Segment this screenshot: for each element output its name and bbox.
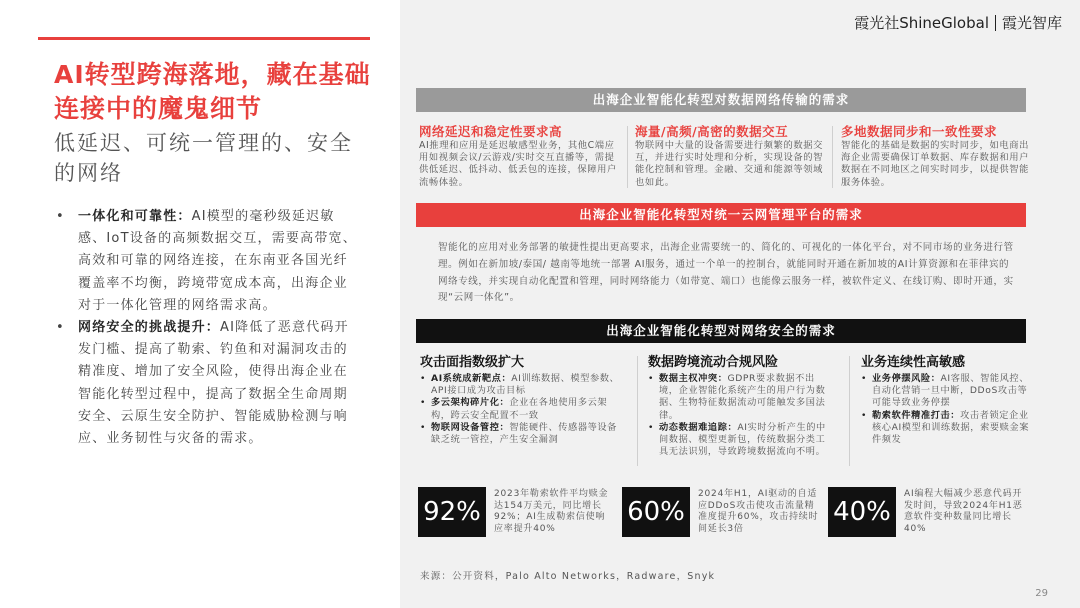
security-item [861,410,1033,447]
stat-card [622,487,820,537]
requirement-text: 智能化的基础是数据的实时同步，如电商出海企业需要确保订单数据、库存数据和用户数据在不同地区之间实时同步，以提供智能服务体验。 [841,140,1030,188]
security-item [420,397,620,421]
source-note: 来源：公开资料，Palo Alto Networks，Radware，Snyk [420,571,716,582]
brand-name-think-tank: 霞光智库 [1001,14,1062,32]
column-divider [637,356,638,466]
security-column-title: 业务连续性高敏感 [861,355,966,370]
security-column [420,354,620,446]
requirement-text: AI推理和应用是延迟敏感型业务，其他C端应用如视频会议/云游戏/实时交互直播等，需提供低延迟、低抖动、低丢包的连接，保障用户流畅体验。 [419,140,617,188]
section-header-network-security: 出海企业智能化转型对网络安全的需求 [416,319,1026,343]
security-item-text: AI实时分析产生的中间数据、模型更新包，传统数据分类工具无法识别，导致跨境数据流向不明。 [659,421,826,458]
stat-card [418,487,611,537]
security-column-title: 攻击面指数级扩大 [420,355,525,370]
key-point-heading: 网络安全的挑战提升： [78,320,221,336]
brand-name-shineglobal: 霞光社ShineGlobal [854,14,989,32]
key-point [56,206,361,317]
security-item [420,373,620,397]
column-divider [627,126,628,188]
key-point-heading: 一体化和可靠性： [78,209,192,224]
page-title: AI转型跨海落地，藏在基础连接中的魔鬼细节 [54,60,371,123]
bullet-dot-icon: • [420,421,427,433]
key-point-text: AI模型的毫秒级延迟敏感、IoT设备的高频数据交互，需要高带宽、高效和可靠的网络连接，在东南亚各国光纤覆盖率不均衡，跨境带宽成本高，出海企业对于一体化管理的网络需求高。 [78,209,357,313]
security-item-heading: 物联网设备管控： [431,421,510,433]
security-item-heading: 勒索软件精准打击： [872,409,961,421]
security-item-text: AI训练数据、模型参数、API接口成为攻击目标 [431,373,620,397]
security-item-text: AI客服、智能风控、自动化营销一旦中断，DDoS攻击等可能导致业务停摆 [872,373,1030,409]
security-item-text: 企业在各地使用多云架构，跨云安全配置不一致 [431,397,608,421]
requirement-column [841,124,1031,189]
page-subtitle: 低延迟、可统一管理的、安全的网络 [54,131,353,185]
stat-description: AI编程大幅减少恶意代码开发时间，导致2024年H1恶意软件变种数量同比增长40% [904,489,1023,534]
requirement-title: 海量/高频/高密的数据交互 [635,124,789,139]
requirement-title: 网络延迟和稳定性要求高 [419,124,563,139]
security-item-text: GDPR要求数据不出境，企业智能化系统产生的用户行为数据、生物特征数据流动可能触发多国法律。 [659,373,826,421]
security-item [861,373,1033,410]
bullet-dot-icon: • [648,421,655,433]
requirement-column [635,124,825,189]
key-point-text: AI降低了恶意代码开发门槛、提高了勒索、钓鱼和对漏洞攻击的精准度、增加了安全风险，使得出海企业在智能化转型过程中，提高了数据全生命周期安全、云原生安全防护、智能威胁检测与响应、业务韧性与灾备的需求。 [78,320,349,447]
stat-value: 40% [828,487,896,537]
security-column [648,354,833,458]
requirement-title: 多地数据同步和一致性要求 [841,124,998,139]
security-item-heading: AI系统成新靶点： [431,373,512,384]
security-item-heading: 动态数据难追踪： [659,421,738,433]
stat-card [828,487,1026,537]
stat-description: 2023年勒索软件平均赎金达154万美元，同比增长92%；AI生成勒索信使响应率提升40% [494,489,609,534]
stat-value: 60% [622,487,690,537]
page-number: 29 [1035,588,1048,599]
stat-value: 92% [418,487,486,537]
column-divider [849,356,850,466]
key-point [56,317,361,450]
security-item-heading: 多云架构碎片化： [431,397,510,409]
stat-description: 2024年H1，AI驱动的自适应DDoS攻击使攻击流量精准度提升60%，攻击持续时间延长3倍 [698,489,819,534]
section-header-data-transmission: 出海企业智能化转型对数据网络传输的需求 [416,88,1026,112]
security-column [861,354,1033,446]
bullet-dot-icon: • [56,320,65,336]
security-item-heading: 业务停摆风险： [872,373,941,384]
bullet-dot-icon: • [420,373,427,384]
section-header-cloud-network: 出海企业智能化转型对统一云网管理平台的需求 [416,203,1026,227]
security-item-text: 攻击者锁定企业核心AI模型和训练数据，索要赎金案件频发 [872,409,1030,446]
security-item [648,373,833,422]
security-item [420,422,620,446]
key-points-list [56,206,361,450]
column-divider [832,126,833,188]
security-item [648,422,833,459]
bullet-dot-icon: • [420,397,427,409]
security-item-heading: 数据主权冲突： [659,373,728,384]
bullet-dot-icon: • [861,409,868,421]
cloud-network-description: 智能化的应用对业务部署的敏捷性提出更高要求，出海企业需要统一的、简化的、可视化的一体化平台，对不同市场的业务进行管理。例如在新加坡/泰国/ 越南等地统一部署 AI服务，通过一个单一的控制台，就能同时开通在新加坡的AI计算资源和在菲律宾的网络专线，并实现自动化配置和管理，同时网络能力（如带宽、端口）也能像云服务一样，被软件定义、在线订购、即时开通，实现“云网一体化”。 [438,242,1014,304]
requirement-column [419,124,619,189]
brand-separator [995,15,996,31]
requirement-text: 物联网中大量的设备需要进行频繁的数据交互，并进行实时处理和分析，实现设备的智能化控制和管理。金融、交通和能源等领域也如此。 [635,140,824,188]
bullet-dot-icon: • [861,373,868,384]
brand-logo [854,12,1062,33]
bullet-dot-icon: • [56,209,65,224]
security-column-title: 数据跨境流动合规风险 [648,355,779,370]
bullet-dot-icon: • [648,373,655,384]
title-accent-bar [38,37,370,40]
security-item-text: 智能硬件、传感器等设备缺乏统一管控，产生安全漏洞 [431,421,617,446]
